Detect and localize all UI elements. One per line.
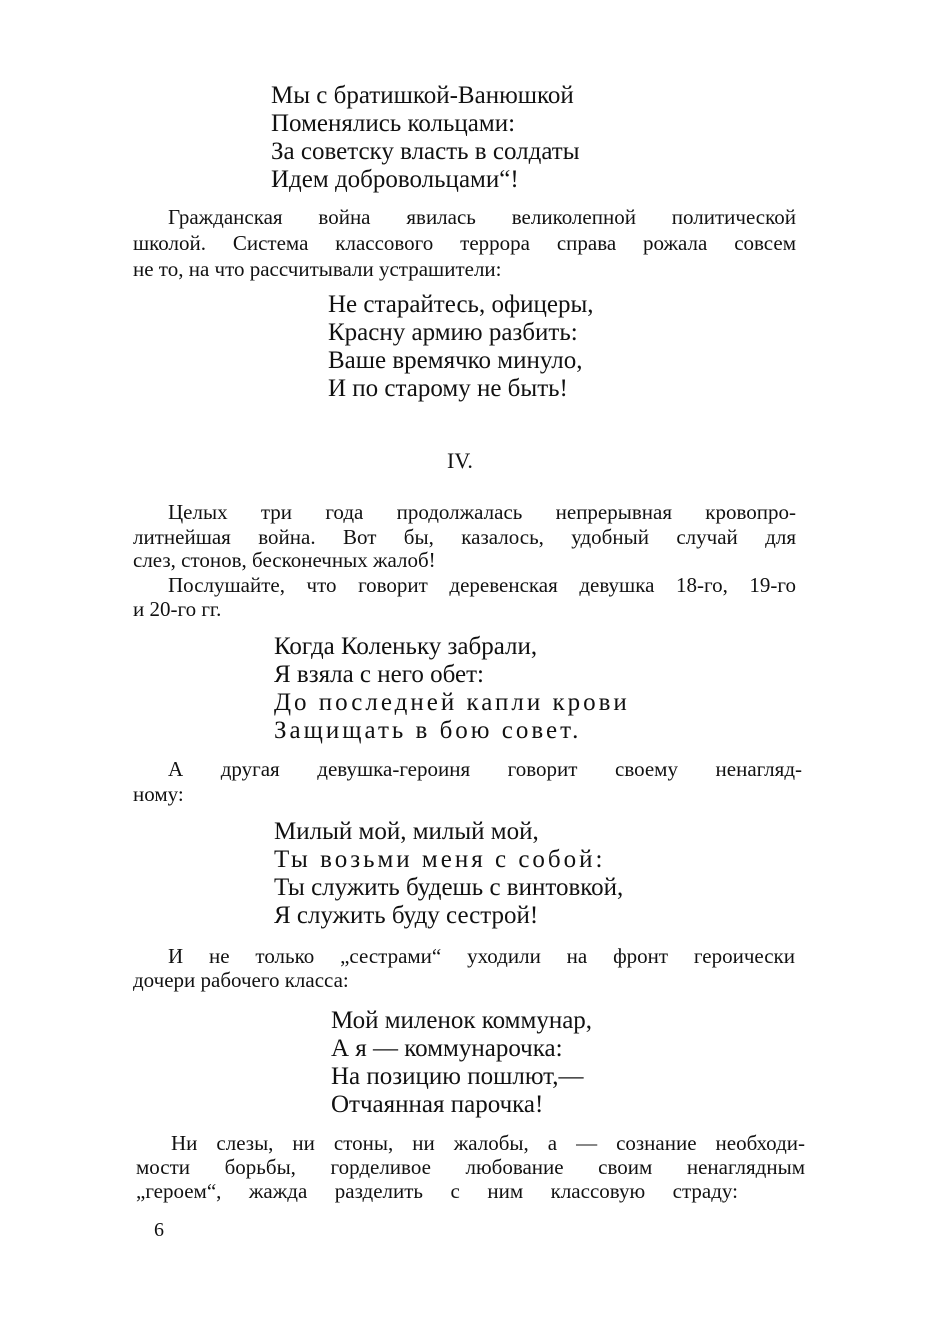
verse-line: Ваше времячко минуло, [328, 347, 583, 374]
verse-line: Не старайтесь, офицеры, [328, 291, 594, 318]
prose-line: Целых три года продолжалась непрерывная кровопро- [168, 500, 796, 524]
prose-line: Гражданская война явилась великолепной политической [168, 205, 796, 229]
verse-line: А я — коммунарочка: [331, 1035, 563, 1062]
verse-line: Я служить буду сестрой! [274, 902, 539, 929]
verse-line: За советску власть в солдаты [271, 138, 580, 165]
prose-line: Послушайте, что говорит деревенская девушка 18-го, 19-го [168, 573, 796, 597]
prose-line: не то, на что рассчитывали устрашители: [133, 257, 502, 281]
section-heading: IV. [447, 448, 473, 473]
verse-line: Идем добровольцами“! [271, 166, 519, 193]
verse-line: Ты служить будешь с винтовкой, [274, 874, 624, 901]
verse-line: На позицию пошлют,— [331, 1063, 584, 1090]
verse-line: Милый мой, милый мой, [274, 818, 539, 845]
prose-line: А другая девушка-героиня говорит своему ненагляд- [168, 757, 802, 781]
prose-line: ному: [133, 782, 184, 806]
verse-line: Мы с братишкой-Ванюшкой [271, 82, 574, 109]
prose-line: дочери рабочего класса: [133, 968, 349, 992]
verse-line: Отчаянная парочка! [331, 1091, 544, 1118]
verse-line: Поменялись кольцами: [271, 110, 516, 137]
prose-line: литнейшая война. Вот бы, казалось, удобный случай для [133, 525, 796, 549]
prose-line: школой. Система классового террора справа рожала совсем [133, 231, 796, 255]
prose-line: слез, стонов, бесконечных жалоб! [133, 548, 436, 572]
prose-line: И не только „сестрами“ уходили на фронт героически [168, 944, 795, 968]
verse-line: Когда Коленьку забрали, [274, 633, 538, 660]
verse-line: Я взяла с него обет: [274, 661, 484, 688]
verse-line: Мой миленок коммунар, [331, 1007, 593, 1034]
prose-line: Ни слезы, ни стоны, ни жалобы, а — сознание необходи- [171, 1131, 805, 1155]
page-number: 6 [154, 1219, 164, 1241]
prose-line: и 20-го гг. [133, 597, 222, 621]
verse-line: До последней капли крови [274, 689, 630, 716]
verse-line: Защищать в бою совет. [274, 717, 582, 744]
prose-line: „героем“, жажда разделить с ним классовую страду: [136, 1179, 738, 1203]
verse-line: И по старому не быть! [328, 375, 568, 402]
verse-line: Красну армию разбить: [328, 319, 578, 346]
verse-line: Ты возьми меня с собой: [274, 846, 606, 873]
prose-line: мости борьбы, горделивое любование своим ненаглядным [136, 1155, 805, 1179]
